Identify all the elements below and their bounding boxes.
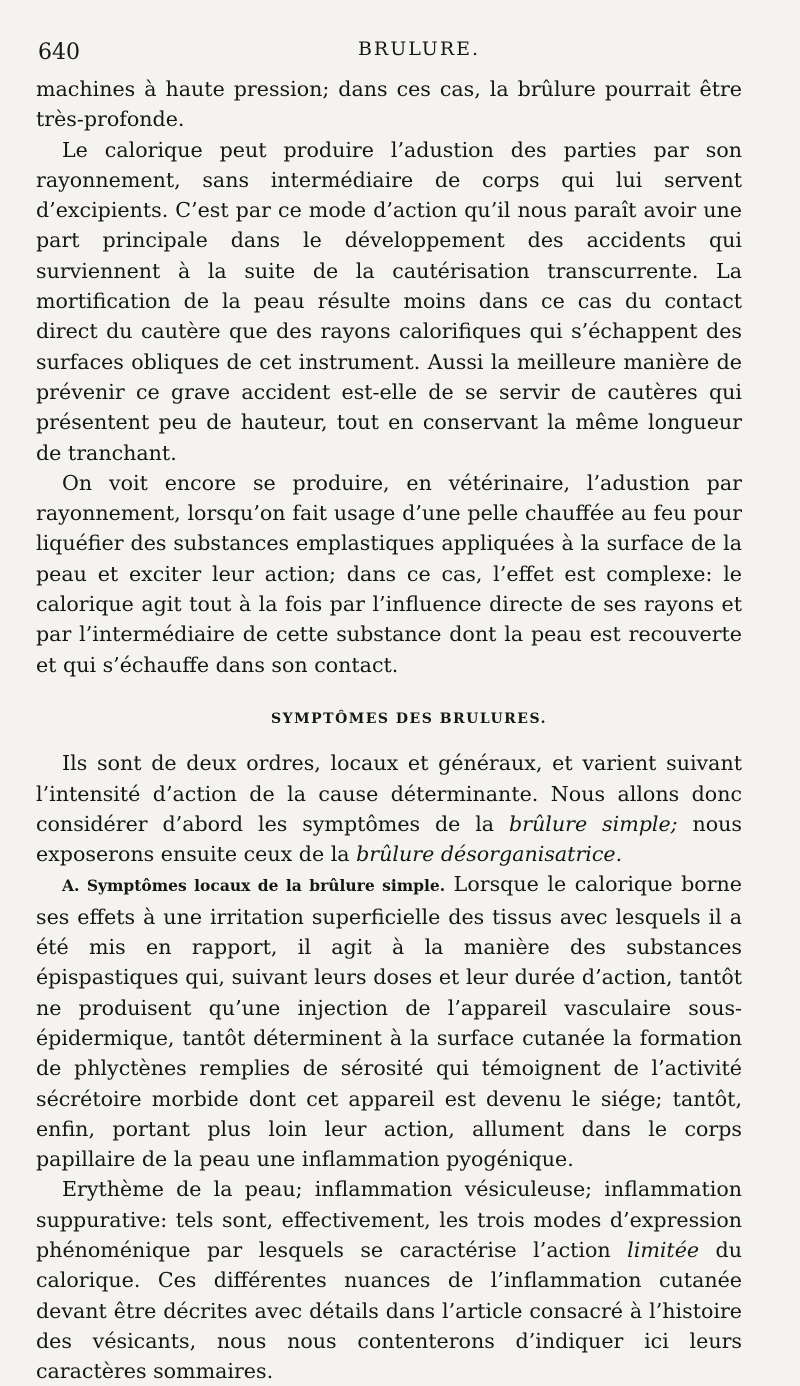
paragraph-erytheme: [36, 1174, 742, 1386]
section-heading: SYMPTÔMES DES BRULURES.: [271, 710, 547, 727]
page-number: 640: [38, 40, 80, 65]
paragraph-erytheme-text-1: Erythème de la peau; inflammation vésiculeuse; inflammation suppurative: tels sont, effectivement, les trois modes d’expression phénoménique par lesquels se caractérise l’action: [36, 1177, 742, 1262]
paragraph-continuation: machines à haute pression; dans ces cas, la brûlure pourrait être très-profonde.: [36, 77, 742, 132]
body-text: [36, 74, 742, 1386]
paragraph-symptomes-locaux: [36, 869, 742, 1174]
paragraph-ordres-text-2: nous exposerons ensuite ceux de la: [36, 811, 743, 867]
paragraph-ordres: [36, 748, 742, 869]
paragraph-rayonnement: Le calorique peut produire l’adustion des parties par son rayonnement, sans intermédiaire de corps qui lui servent d’excipients. C’est par ce mode d’action qu’il nous paraît avoir une part principale dans le développement des accidents qui surviennent à la suite de la cautérisation transcurrente. La mortification de la peau résulte moins dans ce cas du contact direct du cautère que des rayons calorifiques qui s’échappent des surfaces obliques de cet instrument. Aussi la meilleure manière de prévenir ce grave accident est-elle de se servir de cautères qui présentent peu de hauteur, tout en conservant la même longueur de tranchant.: [36, 137, 742, 465]
subsection-heading: A. Symptômes locaux de la brûlure simple.: [62, 876, 446, 896]
running-title: BRULURE.: [357, 38, 481, 60]
paragraph-ordres-text-1: Ils sont de deux ordres, locaux et généraux, et varient suivant l’intensité d’action de la cause déterminante. Nous allons donc considérer d’abord les symptômes de la: [36, 751, 742, 836]
italic-brulure-desorganisatrice: brûlure désorganisatrice.: [356, 842, 623, 867]
paragraph-symptomes-locaux-text: Lorsque le calorique borne ses effets à une irritation superficielle des tissus avec lesquels il a été mis en rapport, il agit à la manière des substances épispastiques qui, suivant leurs doses et leur durée d’action, tantôt ne produisent qu’une injection de l’appareil vasculaire sous-épidermique, tantôt déterminent à la surface cutanée la formation de phlyctènes remplies de sérosité qui témoignent de l’activité sécrétoire morbide dont cet appareil est devenu le siége; tantôt, enfin, portant plus loin leur action, allument dans le corps papillaire de la peau une inflammation pyogénique.: [36, 872, 742, 1172]
page-header: [36, 34, 742, 70]
italic-limitee: limitée: [627, 1237, 700, 1262]
italic-brulure-simple: brûlure simple;: [508, 811, 678, 836]
paragraph-erytheme-text-2: du calorique. Ces différentes nuances de l’inflammation cutanée devant être décrites avec détails dans l’article consacré à l’histoire des vésicants, nous nous contenterons d’indiquer ici leurs caractères sommaires.: [36, 1237, 743, 1384]
paragraph-veterinaire: On voit encore se produire, en vétérinaire, l’adustion par rayonnement, lorsqu’on fait usage d’une pelle chauffée au feu pour liquéfier des substances emplastiques appliquées à la surface de la peau et exciter leur action; dans ce cas, l’effet est complexe: le calorique agit tout à la fois par l’influence directe de ses rayons et par l’intermédiaire de cette substance dont la peau est recouverte et qui s’échauffe dans son contact.: [36, 470, 742, 677]
